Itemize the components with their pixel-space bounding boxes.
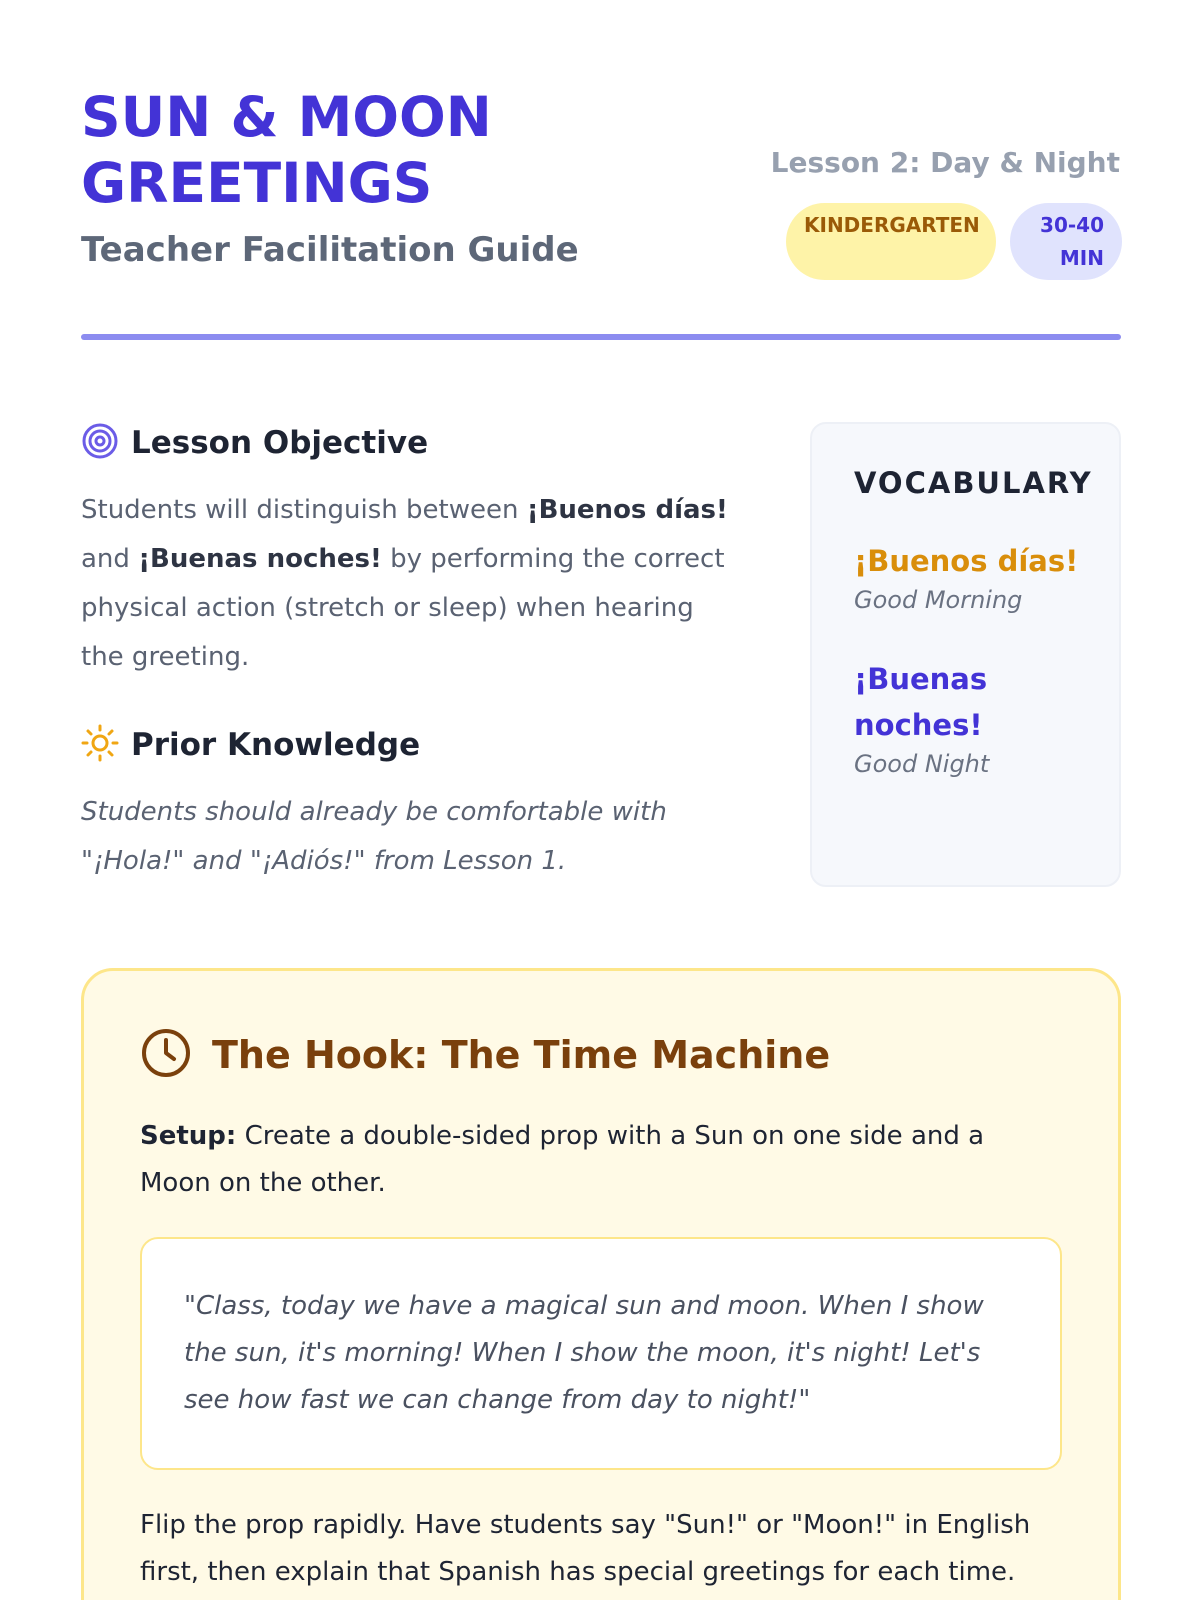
teacher-script-quote: "Class, today we have a magical sun and moon. When I show the sun, it's morning! When I show the moon, it's night! Let's see how fast we can change from day to night!" — [140, 1237, 1062, 1470]
vocab-translation-night: Good Night — [854, 750, 990, 778]
hook-heading: The Hook: The Time Machine — [212, 1033, 831, 1077]
vocabulary-heading: VOCABULARY — [854, 466, 1093, 500]
hook-instructions: Flip the prop rapidly. Have students say "Sun!" or "Moon!" in English first, then explain that Spanish has special greetings for each time. — [140, 1510, 1031, 1587]
page-title: SUN & MOON GREETINGS — [81, 85, 492, 215]
vocabulary-card — [810, 422, 1121, 887]
duration-badge: 30-40 MIN — [1010, 203, 1122, 280]
objective-header — [81, 422, 428, 464]
objective-text: Students will distinguish between ¡Buenos días! and ¡Buenas noches! by performing the correct physical action (stretch or sleep) when hearing the greeting. — [81, 495, 728, 672]
hook-setup: Setup: Create a double-sided prop with a Sun on one side and a Moon on the other. — [140, 1121, 985, 1198]
target-icon — [81, 422, 119, 464]
objective-term-night: ¡Buenas noches! — [138, 544, 382, 574]
objective-heading: Lesson Objective — [131, 425, 429, 461]
lesson-label: Lesson 2: Day & Night — [770, 146, 1120, 179]
objective-term-morning: ¡Buenos días! — [526, 495, 728, 525]
setup-label: Setup: — [140, 1121, 237, 1151]
header-divider — [81, 334, 1121, 340]
vocab-term-night: ¡Buenas noches! — [854, 662, 988, 742]
hook-header — [140, 1027, 1062, 1083]
vocab-term-morning: ¡Buenos días! — [854, 544, 1079, 578]
vocab-translation-morning: Good Morning — [854, 586, 1023, 614]
page-subtitle: Teacher Facilitation Guide — [81, 230, 579, 270]
hook-card — [81, 968, 1121, 1600]
sun-icon — [81, 724, 119, 766]
prior-knowledge-header — [81, 724, 420, 766]
prior-knowledge-text: Students should already be comfortable with "¡Hola!" and "¡Adiós!" from Lesson 1. — [81, 797, 667, 876]
prior-knowledge-heading: Prior Knowledge — [131, 727, 421, 763]
clock-icon — [140, 1027, 192, 1083]
grade-badge: KINDERGARTEN — [786, 203, 996, 280]
